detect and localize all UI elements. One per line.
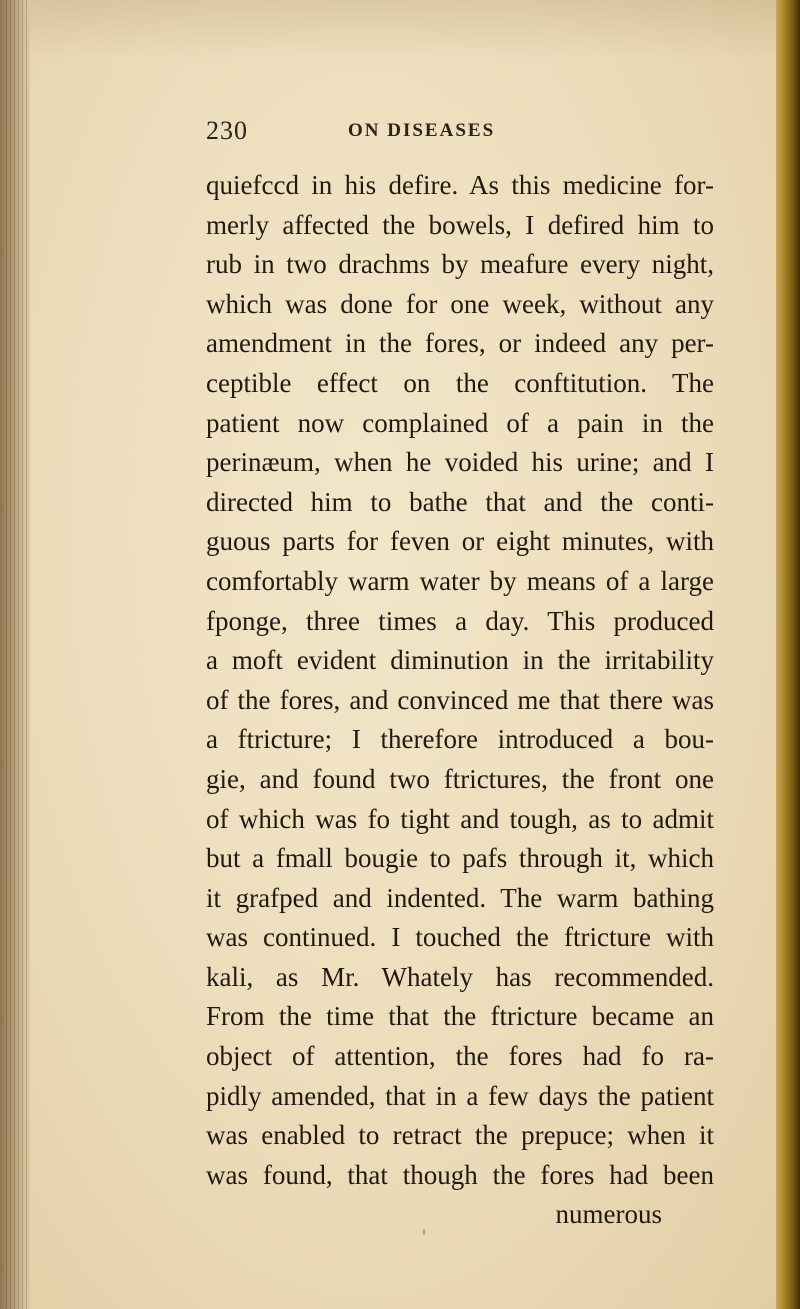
text-line: guous parts for feven or eight minutes, with — [206, 526, 714, 557]
text-line: fponge, three times a day. This produced — [206, 605, 714, 636]
text-line: of the fores, and convinced me that there was — [206, 684, 714, 715]
text-line: was continued. I touched the ftricture with — [206, 922, 714, 953]
running-head: ON DISEASES — [348, 120, 496, 141]
text-line: but a fmall bougie to pafs through it, which — [206, 843, 714, 874]
text-line: gie, and found two ftrictures, the front one — [206, 763, 714, 794]
text-line: a moft evident diminution in the irritability — [206, 645, 714, 676]
text-line: kali, as Mr. Whately has recommended. — [206, 961, 714, 992]
text-line: perinæum, when he voided his urine; and I — [206, 447, 714, 478]
text-line: was found, that though the fores had been — [206, 1159, 714, 1190]
body-text — [206, 166, 714, 1235]
page-shadow — [30, 0, 778, 60]
text-line: rub in two drachms by meafure every night, — [206, 249, 714, 280]
page-number: 230 — [206, 116, 248, 145]
text-line: a ftricture; I therefore introduced a bou- — [206, 724, 714, 755]
text-line: pidly amended, that in a few days the patient — [206, 1080, 714, 1111]
paper-speck — [423, 1229, 425, 1235]
text-line: merly affected the bowels, I defired him to — [206, 209, 714, 240]
text-line: amendment in the fores, or indeed any per- — [206, 328, 714, 359]
text-line: directed him to bathe that and the conti- — [206, 486, 714, 517]
text-line: was enabled to retract the prepuce; when it — [206, 1120, 714, 1151]
text-line: comfortably warm water by means of a large — [206, 565, 714, 596]
text-line: ceptible effect on the conftitution. The — [206, 367, 714, 398]
text-line: of which was fo tight and tough, as to admit — [206, 803, 714, 834]
binding-edges — [6, 0, 32, 1309]
text-line: it grafped and indented. The warm bathing — [206, 882, 714, 913]
page-edge — [776, 0, 800, 1309]
text-line: patient now complained of a pain in the — [206, 407, 714, 438]
catchword: numerous — [555, 1199, 662, 1230]
text-line: quiefccd in his defire. As this medicine for- — [206, 170, 714, 200]
text-line: From the time that the ftricture became an — [206, 1001, 714, 1032]
page-header — [206, 116, 726, 150]
text-line: which was done for one week, without any — [206, 288, 714, 319]
text-line: object of attention, the fores had fo ra- — [206, 1041, 714, 1072]
